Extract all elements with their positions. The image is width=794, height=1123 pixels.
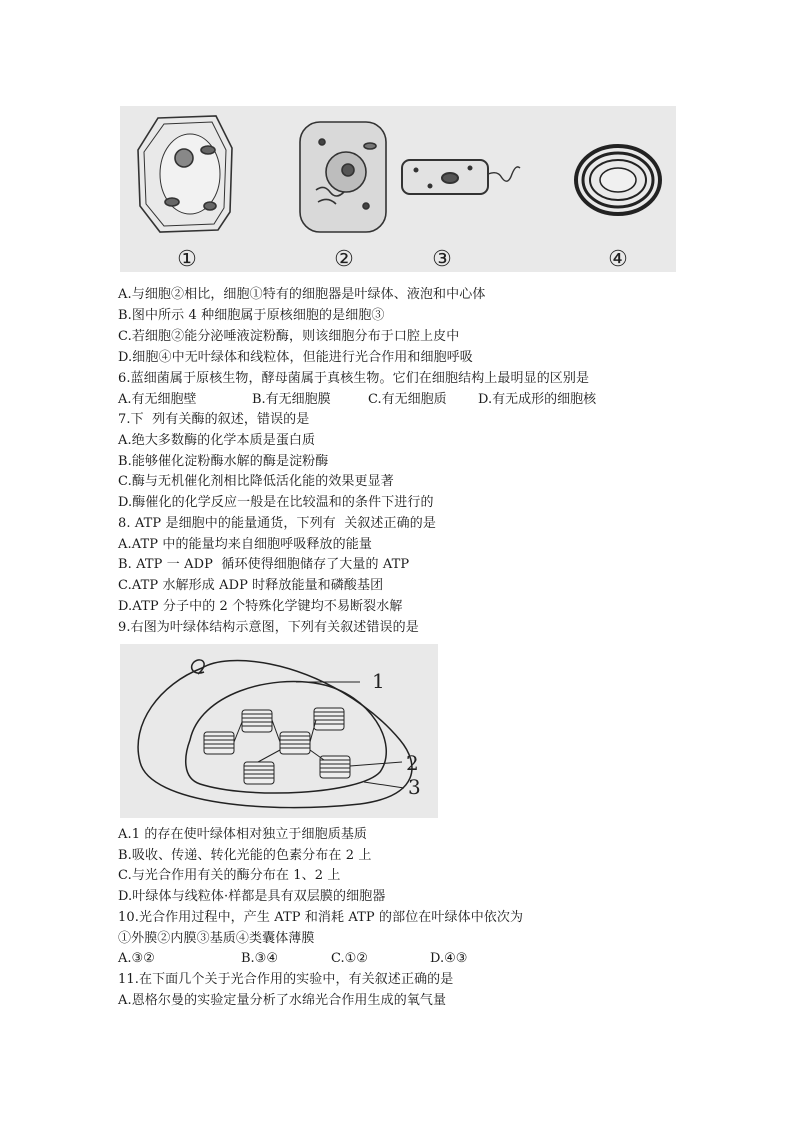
- chloroplast-figure: [120, 644, 438, 818]
- q10-option-b: B.③④: [241, 951, 278, 966]
- q8-option-c: C.ATP 水解形成 ADP 时释放能量和磷酸基团: [118, 578, 384, 593]
- q9-option-a: A.1 的存在使叶绿体相对独立于细胞质基质: [118, 827, 368, 842]
- q6-option-c: C.有无细胞质: [368, 392, 447, 407]
- cyanobacterium-drawing: [576, 146, 660, 214]
- q10-options: [118, 949, 518, 970]
- q10-stem: 10.光合作用过程中，产生 ATP 和消耗 ATP 的部位在叶绿体中依次为: [118, 910, 524, 925]
- figure-label-thylakoid: 2: [406, 751, 419, 775]
- q6-option-a: A.有无细胞壁: [118, 392, 197, 407]
- chloroplast-membranes: [138, 660, 412, 808]
- q10-option-c: C.①②: [331, 951, 368, 966]
- q9-option-c: C.与光合作用有关的酶分布在 1、2 上: [118, 868, 341, 883]
- q8-option-d: D.ATP 分子中的 2 个特殊化学键均不易断裂水解: [118, 599, 403, 614]
- q10-option-a: A.③②: [118, 951, 155, 966]
- animal-cell-drawing: [300, 122, 386, 232]
- q11-stem: 11.在下面几个关于光合作用的实验中，有关叙述正确的是: [118, 972, 454, 987]
- q8-stem: 8. ATP 是细胞中的能量通货，下列有 关叙述正确的是: [118, 516, 436, 531]
- q10-option-d: D.④③: [430, 951, 468, 966]
- cell-types-drawing: [120, 106, 676, 272]
- q6-option-d: D.有无成形的细胞核: [478, 392, 597, 407]
- figure-label-stroma: 3: [408, 775, 421, 799]
- q8-option-b: B. ATP 一 ADP 循环使得细胞储存了大量的 ATP: [118, 557, 410, 572]
- q11-option-a: A.恩格尔曼的实验定量分析了水绵光合作用生成的氧气量: [118, 993, 447, 1008]
- q8-option-a: A.ATP 中的能量均来自细胞呼吸释放的能量: [118, 537, 372, 552]
- chloroplast-drawing: [120, 644, 438, 818]
- q7-option-c: C.酶与无机催化剂相比降低活化能的效果更显著: [118, 474, 394, 489]
- figure-label-2: ②: [334, 247, 354, 272]
- q9-option-d: D.叶绿体与线粒体·样都是具有双层膜的细胞器: [118, 889, 386, 904]
- plant-cell-drawing: [138, 116, 232, 232]
- q9-stem: 9.右图为叶绿体结构示意图，下列有关叙述错误的是: [118, 620, 419, 635]
- cell-types-figure: [120, 106, 676, 272]
- q7-option-b: B.能够催化淀粉酶水解的酶是淀粉酶: [118, 454, 329, 469]
- q5-option-d: D.细胞④中无叶绿体和线粒体，但能进行光合作用和细胞呼吸: [118, 350, 473, 365]
- figure-label-3: ③: [432, 247, 452, 272]
- q10-stem-options-key: ①外膜②内膜③基质④类囊体薄膜: [118, 931, 315, 946]
- figure-label-outer-membrane: 1: [372, 669, 385, 693]
- q6-stem: 6.蓝细菌属于原核生物，酵母菌属于真核生物。它们在细胞结构上最明显的区别是: [118, 371, 590, 386]
- q7-option-a: A.绝大多数酶的化学本质是蛋白质: [118, 433, 316, 448]
- q5-option-b: B.图中所示 4 种细胞属于原核细胞的是细胞③: [118, 308, 385, 323]
- q7-option-d: D.酶催化的化学反应一般是在比较温和的条件下进行的: [118, 495, 434, 510]
- figure-label-1: ①: [177, 247, 197, 272]
- figure-label-4: ④: [608, 247, 628, 272]
- q5-option-a: A.与细胞②相比，细胞①特有的细胞器是叶绿体、液泡和中心体: [118, 287, 486, 302]
- q9-option-b: B.吸收、传递、转化光能的色素分布在 2 上: [118, 848, 372, 863]
- q5-option-c: C.若细胞②能分泌唾液淀粉酶，则该细胞分布于口腔上皮中: [118, 329, 460, 344]
- q7-stem: 7.下 列有关酶的叙述，错误的是: [118, 412, 310, 427]
- q6-options: [118, 390, 678, 411]
- thylakoid-stacks: [204, 708, 350, 784]
- q6-option-b: B.有无细胞膜: [252, 392, 331, 407]
- bacterium-drawing: [402, 160, 520, 194]
